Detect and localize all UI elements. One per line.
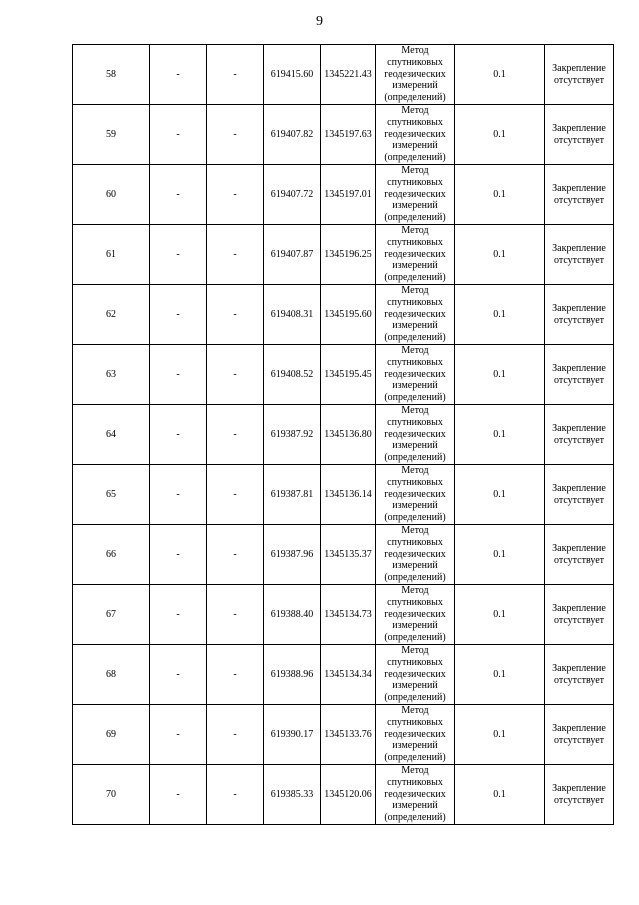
- old-x-cell: -: [150, 45, 207, 105]
- table-row: [73, 105, 614, 165]
- fixation-cell: Закрепление отсутствует: [545, 465, 614, 525]
- point-number-cell: 70: [73, 765, 150, 825]
- accuracy-cell: 0.1: [455, 525, 545, 585]
- old-y-cell: -: [207, 105, 264, 165]
- method-cell: Метод спутниковых геодезических измерений (определений): [376, 645, 455, 705]
- x-coordinate-cell: 619407.82: [264, 105, 321, 165]
- x-coordinate-cell: 619407.72: [264, 165, 321, 225]
- table-row: [73, 405, 614, 465]
- point-number-cell: 69: [73, 705, 150, 765]
- accuracy-cell: 0.1: [455, 165, 545, 225]
- y-coordinate-cell: 1345134.73: [321, 585, 376, 645]
- x-coordinate-cell: 619388.96: [264, 645, 321, 705]
- x-coordinate-cell: 619390.17: [264, 705, 321, 765]
- fixation-cell: Закрепление отсутствует: [545, 225, 614, 285]
- method-cell: Метод спутниковых геодезических измерений (определений): [376, 285, 455, 345]
- old-y-cell: -: [207, 465, 264, 525]
- y-coordinate-cell: 1345134.34: [321, 645, 376, 705]
- table-row: [73, 525, 614, 585]
- method-cell: Метод спутниковых геодезических измерений (определений): [376, 45, 455, 105]
- table-row: [73, 705, 614, 765]
- accuracy-cell: 0.1: [455, 465, 545, 525]
- y-coordinate-cell: 1345133.76: [321, 705, 376, 765]
- table-row: [73, 645, 614, 705]
- table-row: [73, 225, 614, 285]
- accuracy-cell: 0.1: [455, 585, 545, 645]
- x-coordinate-cell: 619387.81: [264, 465, 321, 525]
- old-y-cell: -: [207, 225, 264, 285]
- accuracy-cell: 0.1: [455, 105, 545, 165]
- old-x-cell: -: [150, 285, 207, 345]
- fixation-cell: Закрепление отсутствует: [545, 345, 614, 405]
- y-coordinate-cell: 1345196.25: [321, 225, 376, 285]
- x-coordinate-cell: 619407.87: [264, 225, 321, 285]
- accuracy-cell: 0.1: [455, 225, 545, 285]
- table-row: [73, 285, 614, 345]
- point-number-cell: 62: [73, 285, 150, 345]
- x-coordinate-cell: 619408.52: [264, 345, 321, 405]
- fixation-cell: Закрепление отсутствует: [545, 525, 614, 585]
- point-number-cell: 60: [73, 165, 150, 225]
- point-number-cell: 66: [73, 525, 150, 585]
- method-cell: Метод спутниковых геодезических измерений (определений): [376, 405, 455, 465]
- y-coordinate-cell: 1345135.37: [321, 525, 376, 585]
- old-x-cell: -: [150, 465, 207, 525]
- method-cell: Метод спутниковых геодезических измерений (определений): [376, 225, 455, 285]
- old-x-cell: -: [150, 405, 207, 465]
- fixation-cell: Закрепление отсутствует: [545, 405, 614, 465]
- method-cell: Метод спутниковых геодезических измерений (определений): [376, 105, 455, 165]
- y-coordinate-cell: 1345195.60: [321, 285, 376, 345]
- fixation-cell: Закрепление отсутствует: [545, 285, 614, 345]
- x-coordinate-cell: 619385.33: [264, 765, 321, 825]
- point-number-cell: 61: [73, 225, 150, 285]
- method-cell: Метод спутниковых геодезических измерений (определений): [376, 465, 455, 525]
- point-number-cell: 65: [73, 465, 150, 525]
- point-number-cell: 59: [73, 105, 150, 165]
- table-row: [73, 45, 614, 105]
- accuracy-cell: 0.1: [455, 765, 545, 825]
- fixation-cell: Закрепление отсутствует: [545, 165, 614, 225]
- method-cell: Метод спутниковых геодезических измерений (определений): [376, 705, 455, 765]
- y-coordinate-cell: 1345197.01: [321, 165, 376, 225]
- table-row: [73, 585, 614, 645]
- x-coordinate-cell: 619415.60: [264, 45, 321, 105]
- old-y-cell: -: [207, 405, 264, 465]
- accuracy-cell: 0.1: [455, 45, 545, 105]
- old-y-cell: -: [207, 525, 264, 585]
- point-number-cell: 63: [73, 345, 150, 405]
- table-body: [73, 45, 614, 825]
- old-y-cell: -: [207, 345, 264, 405]
- accuracy-cell: 0.1: [455, 705, 545, 765]
- old-x-cell: -: [150, 705, 207, 765]
- old-x-cell: -: [150, 645, 207, 705]
- old-y-cell: -: [207, 585, 264, 645]
- coordinates-table: [72, 44, 614, 825]
- method-cell: Метод спутниковых геодезических измерений (определений): [376, 585, 455, 645]
- x-coordinate-cell: 619387.96: [264, 525, 321, 585]
- point-number-cell: 67: [73, 585, 150, 645]
- x-coordinate-cell: 619408.31: [264, 285, 321, 345]
- old-y-cell: -: [207, 705, 264, 765]
- old-x-cell: -: [150, 345, 207, 405]
- y-coordinate-cell: 1345136.80: [321, 405, 376, 465]
- old-x-cell: -: [150, 525, 207, 585]
- x-coordinate-cell: 619387.92: [264, 405, 321, 465]
- method-cell: Метод спутниковых геодезических измерений (определений): [376, 345, 455, 405]
- accuracy-cell: 0.1: [455, 645, 545, 705]
- method-cell: Метод спутниковых геодезических измерений (определений): [376, 165, 455, 225]
- old-y-cell: -: [207, 285, 264, 345]
- table-row: [73, 765, 614, 825]
- accuracy-cell: 0.1: [455, 285, 545, 345]
- method-cell: Метод спутниковых геодезических измерений (определений): [376, 525, 455, 585]
- accuracy-cell: 0.1: [455, 345, 545, 405]
- y-coordinate-cell: 1345195.45: [321, 345, 376, 405]
- point-number-cell: 58: [73, 45, 150, 105]
- old-y-cell: -: [207, 45, 264, 105]
- y-coordinate-cell: 1345120.06: [321, 765, 376, 825]
- table-row: [73, 165, 614, 225]
- page-number: 9: [316, 14, 323, 29]
- point-number-cell: 64: [73, 405, 150, 465]
- method-cell: Метод спутниковых геодезических измерений (определений): [376, 765, 455, 825]
- y-coordinate-cell: 1345136.14: [321, 465, 376, 525]
- old-y-cell: -: [207, 645, 264, 705]
- point-number-cell: 68: [73, 645, 150, 705]
- old-x-cell: -: [150, 165, 207, 225]
- table-row: [73, 465, 614, 525]
- accuracy-cell: 0.1: [455, 405, 545, 465]
- y-coordinate-cell: 1345221.43: [321, 45, 376, 105]
- old-x-cell: -: [150, 765, 207, 825]
- fixation-cell: Закрепление отсутствует: [545, 105, 614, 165]
- fixation-cell: Закрепление отсутствует: [545, 765, 614, 825]
- fixation-cell: Закрепление отсутствует: [545, 705, 614, 765]
- table-row: [73, 345, 614, 405]
- fixation-cell: Закрепление отсутствует: [545, 645, 614, 705]
- old-x-cell: -: [150, 225, 207, 285]
- old-y-cell: -: [207, 165, 264, 225]
- fixation-cell: Закрепление отсутствует: [545, 45, 614, 105]
- old-y-cell: -: [207, 765, 264, 825]
- old-x-cell: -: [150, 585, 207, 645]
- x-coordinate-cell: 619388.40: [264, 585, 321, 645]
- old-x-cell: -: [150, 105, 207, 165]
- fixation-cell: Закрепление отсутствует: [545, 585, 614, 645]
- y-coordinate-cell: 1345197.63: [321, 105, 376, 165]
